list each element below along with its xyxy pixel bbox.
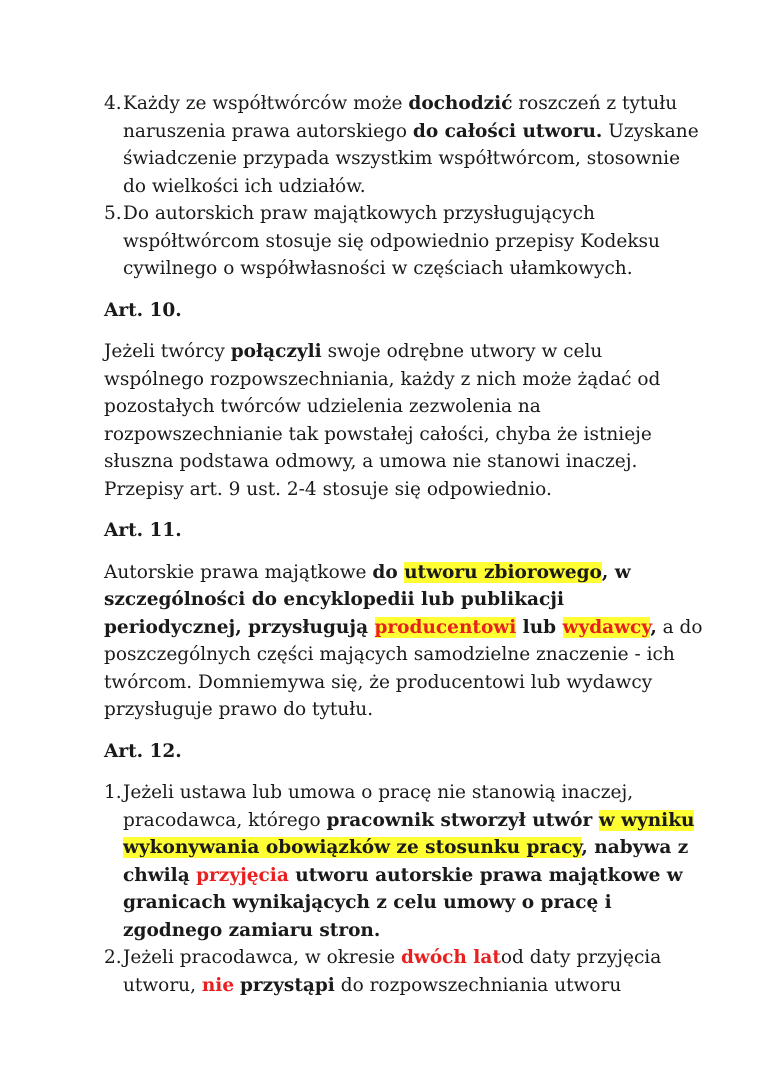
bold-run: , nabywa z chwilą bbox=[123, 837, 689, 886]
art12-item-1 bbox=[104, 779, 704, 944]
paragraph-text bbox=[123, 90, 704, 200]
art10-paragraph bbox=[104, 338, 704, 503]
text-run: Autorskie prawa majątkowe bbox=[104, 561, 373, 583]
art12-item-2 bbox=[104, 944, 704, 999]
text-run: Jeżeli ustawa lub umowa o pracę nie stanowią inaczej, pracodawca, którego bbox=[123, 782, 634, 831]
highlighted-red-run: wydawcy bbox=[562, 616, 651, 638]
bold-run: utworu autorskie prawa majątkowe w granicach wynikających z celu umowy o pracę i zgodnego zamiaru stron. bbox=[123, 864, 683, 941]
text-run: Jeżeli pracodawca, w okresie bbox=[123, 947, 401, 968]
bold-run: do całości utworu. bbox=[412, 120, 603, 142]
bold-run: do bbox=[372, 561, 405, 583]
text-run: a do poszczególnych części mających samodzielne znaczenie - ich twórcom. Domniemywa się, że producentowi lub wydawcy przysługuje prawo do tytułu. bbox=[104, 616, 703, 720]
article-heading-11: Art. 11. bbox=[104, 520, 182, 541]
bold-run: przystąpi bbox=[239, 974, 335, 996]
text-run: swoje odrębne utwory w celu wspólnego rozpowszechniania, każdy z nich może żądać od pozostałych twórców udzielenia zezwolenia na rozpowszechnianie tak powstałej całości, chyba że istnieje słuszna podstawa odmowy, a umowa nie stanowi inaczej. Przepisy art. 9 ust. 2-4 stosuje się odpowiednio. bbox=[104, 341, 661, 500]
list-number: 2. bbox=[104, 947, 122, 968]
bold-run: połączyli bbox=[230, 341, 322, 362]
red-run: przyjęcia bbox=[196, 864, 289, 886]
article-heading-12: Art. 12. bbox=[104, 740, 182, 762]
list-number: 1. bbox=[104, 782, 122, 803]
document-page bbox=[104, 90, 704, 999]
highlighted-run: utworu zbiorowego bbox=[404, 561, 602, 583]
paragraph-text bbox=[123, 944, 704, 999]
bold-run: lub bbox=[516, 616, 563, 638]
text-run: roszczeń z tytułu naruszenia prawa autorskiego bbox=[123, 93, 678, 142]
text-run: Każdy ze współtwórców może bbox=[123, 93, 409, 114]
paragraph-text bbox=[123, 779, 704, 944]
bold-run: , bbox=[650, 616, 657, 638]
red-run: dwóch lat bbox=[400, 947, 501, 968]
bold-run: pracownik stworzył utwór bbox=[326, 809, 599, 831]
text-run: Uzyskane świadczenie przypada wszystkim współtwórcom, stosownie do wielkości ich udziałów. bbox=[123, 120, 699, 197]
art11-paragraph bbox=[104, 559, 704, 724]
article-heading-10: Art. 10. bbox=[104, 299, 182, 321]
red-run: nie bbox=[201, 974, 235, 996]
text-run: Jeżeli twórcy bbox=[104, 341, 231, 362]
art9-item-4 bbox=[104, 90, 704, 200]
text-run: do rozpowszechniania utworu bbox=[334, 974, 622, 996]
text-run: od daty przyjęcia utworu, bbox=[123, 947, 662, 996]
list-number: 5. bbox=[104, 203, 122, 224]
highlighted-red-run: producentowi bbox=[374, 616, 517, 638]
bold-run: , w szczególności do encyklopedii lub publikacji periodycznej, przysługują bbox=[104, 561, 631, 638]
art9-item-5 bbox=[104, 200, 704, 283]
bold-run: dochodzić bbox=[408, 93, 513, 114]
list-number: 4. bbox=[104, 93, 122, 114]
paragraph-text: Do autorskich praw majątkowych przysługujących współtwórcom stosuje się odpowiednio przepisy Kodeksu cywilnego o współwłasności w częściach ułamkowych. bbox=[123, 203, 660, 279]
highlighted-run: w wyniku wykonywania obowiązków ze stosunku pracy bbox=[123, 809, 695, 858]
